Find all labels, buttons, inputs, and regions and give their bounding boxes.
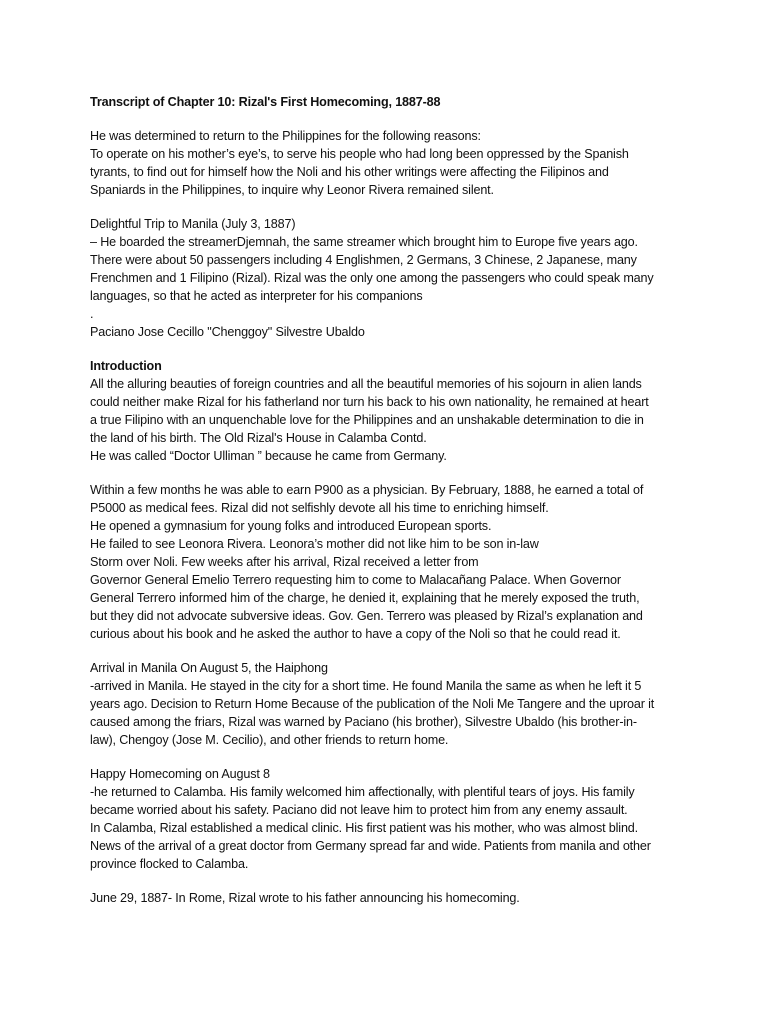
paragraph-line: General Terrero informed him of the charge, he denied it, explaining that he merely exposed the truth, (90, 591, 640, 605)
section-closing (90, 889, 690, 907)
section-heading: Happy Homecoming on August 8 (90, 767, 270, 781)
spacer (90, 341, 690, 357)
spacer (90, 643, 690, 659)
paragraph-line: Storm over Noli. Few weeks after his arrival, Rizal received a letter from (90, 555, 479, 569)
paragraph-line: All the alluring beauties of foreign countries and all the beautiful memories of his sojourn in alien lands (90, 377, 642, 391)
paragraph-line: P5000 as medical fees. Rizal did not selfishly devote all his time to enriching himself. (90, 501, 549, 515)
section-reasons (90, 127, 690, 199)
paragraph-line: years ago. Decision to Return Home Because of the publication of the Noli Me Tangere and the uproar it (90, 697, 655, 711)
section-arrival (90, 659, 690, 749)
section-trip (90, 215, 690, 341)
spacer (90, 465, 690, 481)
paragraph-line: – He boarded the streamerDjemnah, the same streamer which brought him to Europe five years ago. (90, 235, 638, 249)
paragraph-line: Spaniards in the Philippines, to inquire why Leonor Rivera remained silent. (90, 183, 494, 197)
paragraph-line: languages, so that he acted as interpreter for his companions (90, 289, 423, 303)
paragraph-line: Paciano Jose Cecillo "Chenggoy" Silvestre Ubaldo (90, 325, 365, 339)
paragraph-line: tyrants, to find out for himself how the Noli and his other writings were affecting the Filipinos and (90, 165, 609, 179)
paragraph-line: -arrived in Manila. He stayed in the city for a short time. He found Manila the same as when he left it 5 (90, 679, 642, 693)
spacer (90, 199, 690, 215)
paragraph-line: In Calamba, Rizal established a medical clinic. His first patient was his mother, who was almost blind. (90, 821, 639, 835)
paragraph-line: Frenchmen and 1 Filipino (Rizal). Rizal was the only one among the passengers who could speak many (90, 271, 654, 285)
paragraph-line: Governor General Emelio Terrero requesting him to come to Malacañang Palace. When Governor (90, 573, 621, 587)
paragraph-line: To operate on his mother’s eye’s, to serve his people who had long been oppressed by the Spanish (90, 147, 629, 161)
paragraph-line: -he returned to Calamba. His family welcomed him affectionally, with plentiful tears of joys. His family (90, 785, 635, 799)
paragraph-line: a true Filipino with an unquenchable love for the Philippines and an unshakable determination to die in (90, 413, 644, 427)
document-page (90, 93, 690, 907)
paragraph-line: province flocked to Calamba. (90, 857, 249, 871)
paragraph-line: curious about his book and he asked the author to have a copy of the Noli so that he could read it. (90, 627, 621, 641)
section-heading: Arrival in Manila On August 5, the Haiphong (90, 661, 328, 675)
spacer (90, 873, 690, 889)
paragraph-line: There were about 50 passengers including 4 Englishmen, 2 Germans, 3 Chinese, 2 Japanese, many (90, 253, 637, 267)
spacer (90, 749, 690, 765)
paragraph-line: News of the arrival of a great doctor from Germany spread far and wide. Patients from manila and other (90, 839, 651, 853)
section-homecoming (90, 765, 690, 873)
paragraph-line: could neither make Rizal for his fatherland nor turn his back to his own nationality, he remained at heart (90, 395, 649, 409)
paragraph-line: He opened a gymnasium for young folks and introduced European sports. (90, 519, 492, 533)
paragraph-line: He was called “Doctor Ulliman ” because he came from Germany. (90, 449, 447, 463)
section-introduction (90, 357, 690, 465)
paragraph-line: law), Chengoy (Jose M. Cecilio), and other friends to return home. (90, 733, 449, 747)
document-title: Transcript of Chapter 10: Rizal's First Homecoming, 1887-88 (90, 95, 441, 109)
paragraph-line: the land of his birth. The Old Rizal's House in Calamba Contd. (90, 431, 427, 445)
paragraph-line: became worried about his safety. Paciano did not leave him to protect him from any enemy assault. (90, 803, 628, 817)
paragraph-line: Within a few months he was able to earn P900 as a physician. By February, 1888, he earned a total of (90, 483, 644, 497)
paragraph-line: . (90, 307, 94, 321)
spacer (90, 111, 690, 127)
paragraph-line: June 29, 1887- In Rome, Rizal wrote to his father announcing his homecoming. (90, 891, 520, 905)
paragraph-line: He was determined to return to the Philippines for the following reasons: (90, 129, 481, 143)
section-heading: Delightful Trip to Manila (July 3, 1887) (90, 217, 296, 231)
section-heading: Introduction (90, 359, 162, 373)
paragraph-line: but they did not advocate subversive ideas. Gov. Gen. Terrero was pleased by Rizal’s explanation and (90, 609, 643, 623)
section-physician (90, 481, 690, 643)
paragraph-line: He failed to see Leonora Rivera. Leonora’s mother did not like him to be son in-law (90, 537, 539, 551)
paragraph-line: caused among the friars, Rizal was warned by Paciano (his brother), Silvestre Ubaldo (his brother-in- (90, 715, 637, 729)
